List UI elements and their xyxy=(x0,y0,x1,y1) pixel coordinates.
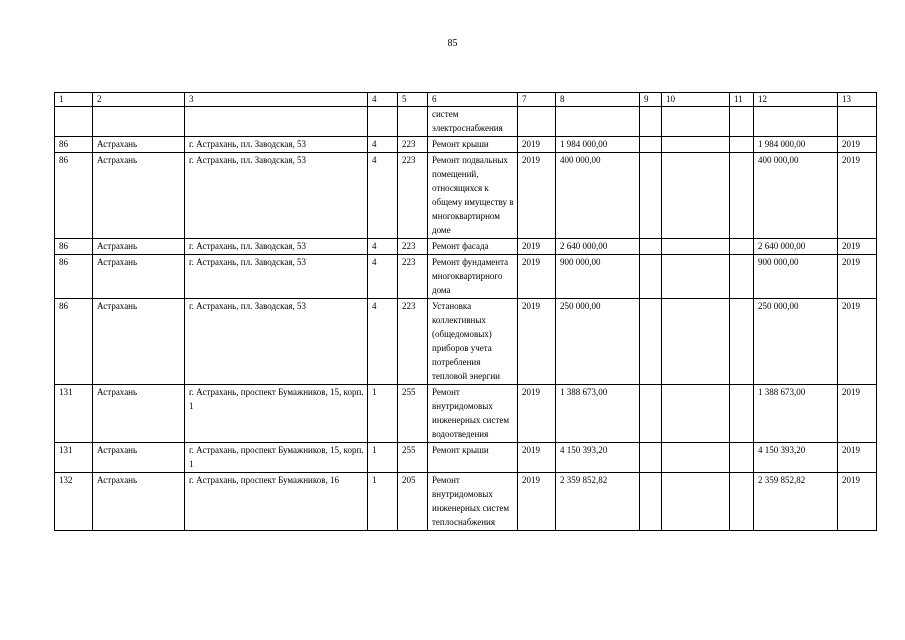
table-cell: 2 359 852,82 xyxy=(754,473,838,531)
table-cell xyxy=(640,299,662,385)
table-cell: Астрахань xyxy=(93,473,185,531)
table-row xyxy=(55,107,877,137)
table-cell: 2 359 852,82 xyxy=(556,473,640,531)
table-cell: 400 000,00 xyxy=(754,153,838,239)
table-cell: 1 388 673,00 xyxy=(556,385,640,443)
table-cell: 2019 xyxy=(838,473,877,531)
table-cell xyxy=(730,107,754,137)
table-cell: 900 000,00 xyxy=(556,255,640,299)
table-cell: 1 xyxy=(368,443,398,473)
table-cell: 86 xyxy=(55,255,93,299)
table-cell: 1 xyxy=(368,385,398,443)
table-cell: 250 000,00 xyxy=(556,299,640,385)
table-cell: Ремонт внутридомовых инженерных систем теплоснабжения xyxy=(428,473,518,531)
column-header: 1 xyxy=(55,93,93,107)
table-cell: 4 150 393,20 xyxy=(556,443,640,473)
table-cell: Ремонт крыши xyxy=(428,137,518,153)
table-cell: 2019 xyxy=(838,137,877,153)
table-cell: 2019 xyxy=(838,153,877,239)
table-cell: 2019 xyxy=(518,137,556,153)
table-cell: 2019 xyxy=(518,473,556,531)
table-cell: Астрахань xyxy=(93,255,185,299)
table-cell: Астрахань xyxy=(93,153,185,239)
table-cell xyxy=(662,443,730,473)
table-cell: 86 xyxy=(55,239,93,255)
table-cell: 2019 xyxy=(518,153,556,239)
table-cell xyxy=(838,107,877,137)
table-row xyxy=(55,137,877,153)
table-cell: 900 000,00 xyxy=(754,255,838,299)
page-number: 85 xyxy=(447,38,458,49)
table-cell: 86 xyxy=(55,153,93,239)
table-cell xyxy=(662,473,730,531)
table-cell xyxy=(640,153,662,239)
column-header: 8 xyxy=(556,93,640,107)
table-cell: 255 xyxy=(398,385,428,443)
table-cell: г. Астрахань, пл. Заводская, 53 xyxy=(185,299,368,385)
column-header: 6 xyxy=(428,93,518,107)
table-cell xyxy=(730,255,754,299)
table-cell: г. Астрахань, пл. Заводская, 53 xyxy=(185,255,368,299)
table-cell xyxy=(662,385,730,443)
table-cell: 1 xyxy=(368,473,398,531)
table-cell: 4 xyxy=(368,153,398,239)
table-cell: 400 000,00 xyxy=(556,153,640,239)
column-header: 11 xyxy=(730,93,754,107)
table-cell xyxy=(398,107,428,137)
table-cell: Установка коллективных (общедомовых) приборов учета потребления тепловой энергии xyxy=(428,299,518,385)
table-cell: 2019 xyxy=(838,385,877,443)
table-cell: 86 xyxy=(55,137,93,153)
table-cell: Астрахань xyxy=(93,299,185,385)
table-cell: Астрахань xyxy=(93,137,185,153)
table-cell: 2019 xyxy=(518,239,556,255)
table-cell: г. Астрахань, проспект Бумажников, 15, корп. 1 xyxy=(185,385,368,443)
table-cell: 2019 xyxy=(518,443,556,473)
table-cell: 86 xyxy=(55,299,93,385)
repair-program-table xyxy=(54,92,877,531)
column-header: 4 xyxy=(368,93,398,107)
table-cell xyxy=(640,473,662,531)
table-cell: 255 xyxy=(398,443,428,473)
column-header: 13 xyxy=(838,93,877,107)
table-cell xyxy=(185,107,368,137)
table-cell xyxy=(368,107,398,137)
table-cell xyxy=(662,153,730,239)
table-cell xyxy=(518,107,556,137)
table-row xyxy=(55,385,877,443)
table-cell xyxy=(93,107,185,137)
table-cell: г. Астрахань, пл. Заводская, 53 xyxy=(185,137,368,153)
table-cell xyxy=(662,137,730,153)
table-cell xyxy=(640,137,662,153)
column-header: 12 xyxy=(754,93,838,107)
table-cell xyxy=(55,107,93,137)
table-cell: 131 xyxy=(55,385,93,443)
table-cell: 223 xyxy=(398,255,428,299)
column-header: 5 xyxy=(398,93,428,107)
table-cell: 2019 xyxy=(838,443,877,473)
table-row xyxy=(55,443,877,473)
table-cell: 2019 xyxy=(518,385,556,443)
table-header-row xyxy=(55,93,877,107)
table-cell xyxy=(640,239,662,255)
table-cell: Ремонт крыши xyxy=(428,443,518,473)
column-header: 3 xyxy=(185,93,368,107)
table-cell: 131 xyxy=(55,443,93,473)
table-cell xyxy=(730,239,754,255)
table-cell xyxy=(730,473,754,531)
table-cell: 223 xyxy=(398,239,428,255)
table-cell: Астрахань xyxy=(93,385,185,443)
table-row xyxy=(55,255,877,299)
table-cell xyxy=(662,255,730,299)
table-row xyxy=(55,239,877,255)
table-cell: 1 984 000,00 xyxy=(556,137,640,153)
table-cell: 2019 xyxy=(518,255,556,299)
table-cell xyxy=(556,107,640,137)
column-header: 7 xyxy=(518,93,556,107)
table-cell xyxy=(730,443,754,473)
table-cell: 2019 xyxy=(838,255,877,299)
table-cell: 2019 xyxy=(838,239,877,255)
table-cell: г. Астрахань, пл. Заводская, 53 xyxy=(185,153,368,239)
table-cell: систем электроснабжения xyxy=(428,107,518,137)
table-cell: Ремонт фасада xyxy=(428,239,518,255)
table-cell: Астрахань xyxy=(93,239,185,255)
table-cell xyxy=(730,137,754,153)
table-cell: Астрахань xyxy=(93,443,185,473)
table-cell: 4 xyxy=(368,137,398,153)
table-cell: Ремонт подвальных помещений, относящихся к общему имуществу в многоквартирном доме xyxy=(428,153,518,239)
table-cell: г. Астрахань, проспект Бумажников, 16 xyxy=(185,473,368,531)
table-cell xyxy=(754,107,838,137)
table-cell xyxy=(730,385,754,443)
table-cell: 4 xyxy=(368,239,398,255)
table-row xyxy=(55,473,877,531)
table-row xyxy=(55,153,877,239)
table-cell xyxy=(730,153,754,239)
table-cell: г. Астрахань, пл. Заводская, 53 xyxy=(185,239,368,255)
table-cell: 223 xyxy=(398,299,428,385)
table-cell: 2 640 000,00 xyxy=(754,239,838,255)
table-cell xyxy=(640,443,662,473)
column-header: 9 xyxy=(640,93,662,107)
column-header: 2 xyxy=(93,93,185,107)
table-cell: 2019 xyxy=(518,299,556,385)
table-cell: 223 xyxy=(398,153,428,239)
table-cell: 2019 xyxy=(838,299,877,385)
table-cell: 223 xyxy=(398,137,428,153)
table-cell: 132 xyxy=(55,473,93,531)
table-cell xyxy=(640,255,662,299)
table-cell xyxy=(662,299,730,385)
table-cell: г. Астрахань, проспект Бумажников, 15, корп. 1 xyxy=(185,443,368,473)
table-cell: Ремонт фундамента многоквартирного дома xyxy=(428,255,518,299)
table-cell: 4 xyxy=(368,299,398,385)
table-row xyxy=(55,299,877,385)
table-cell xyxy=(640,107,662,137)
table-cell xyxy=(730,299,754,385)
table-cell xyxy=(640,385,662,443)
table-cell: 2 640 000,00 xyxy=(556,239,640,255)
table-cell: Ремонт внутридомовых инженерных систем водоотведения xyxy=(428,385,518,443)
column-header: 10 xyxy=(662,93,730,107)
table-cell: 250 000,00 xyxy=(754,299,838,385)
table-cell: 205 xyxy=(398,473,428,531)
table-cell: 4 xyxy=(368,255,398,299)
table-cell: 1 984 000,00 xyxy=(754,137,838,153)
table-cell: 1 388 673,00 xyxy=(754,385,838,443)
table-cell xyxy=(662,239,730,255)
table-cell: 4 150 393,20 xyxy=(754,443,838,473)
table-cell xyxy=(662,107,730,137)
